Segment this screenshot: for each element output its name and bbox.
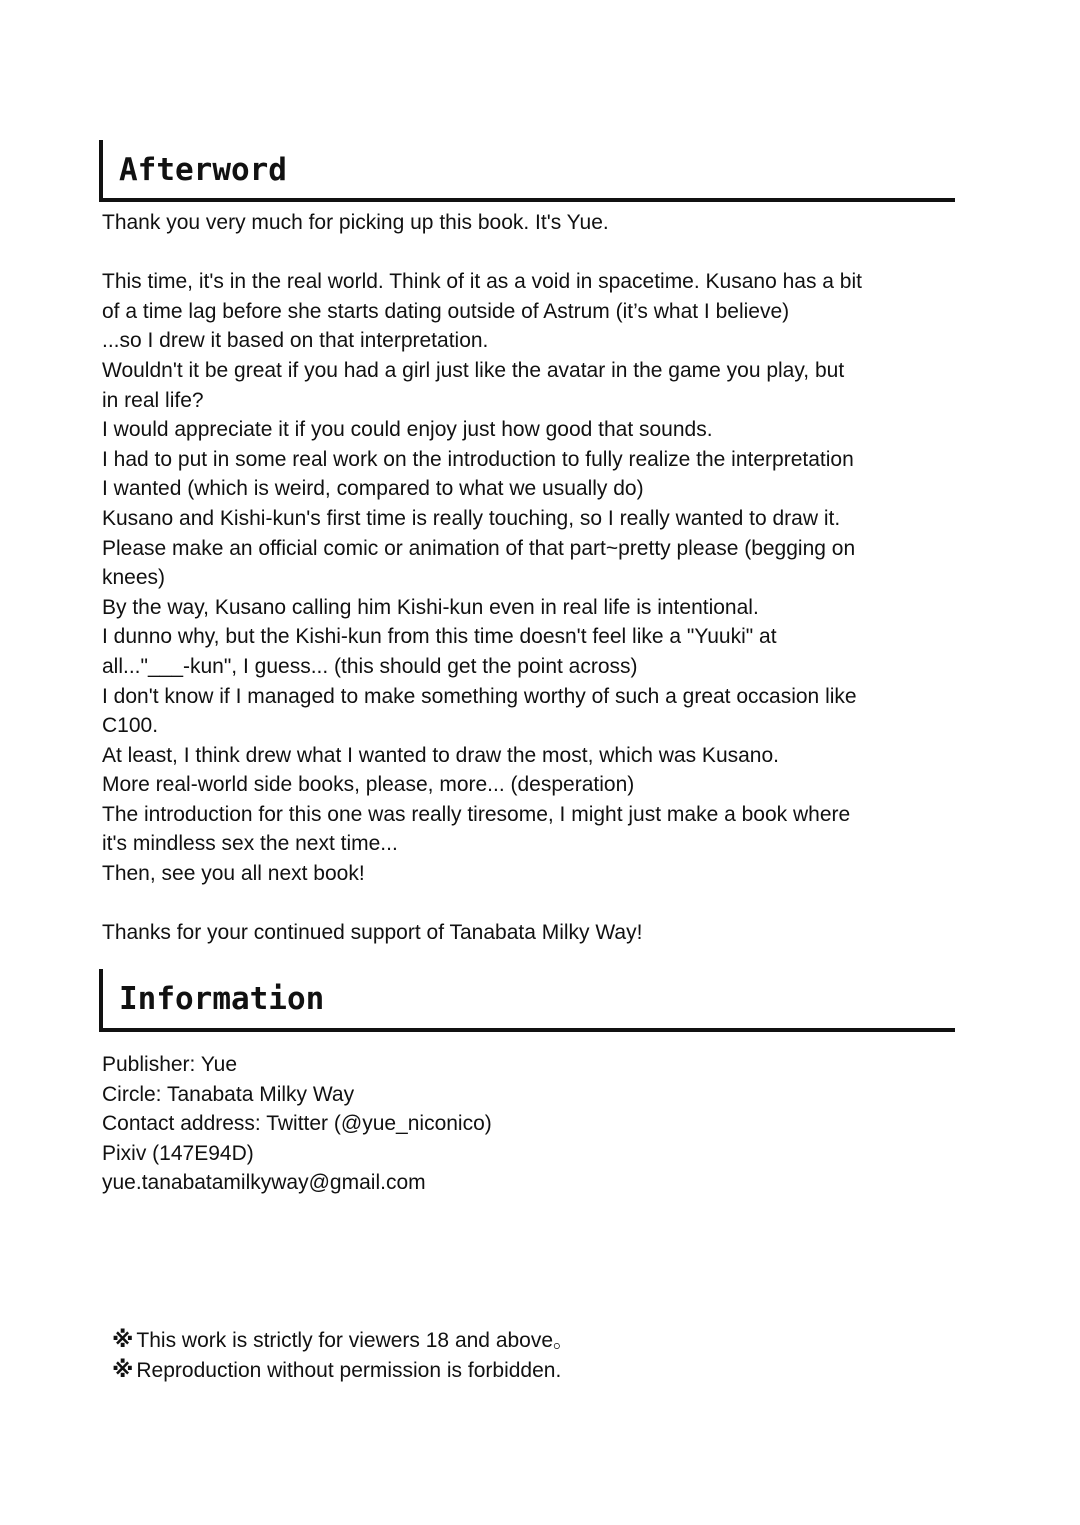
notice-item xyxy=(112,1355,574,1385)
reference-mark-icon: ※ xyxy=(112,1356,134,1382)
afterword-line: ...so I drew it based on that interpretation. xyxy=(102,329,489,353)
afterword-title: Afterword xyxy=(119,152,287,188)
afterword-line: The introduction for this one was really tiresome, I might just make a book where xyxy=(102,802,851,826)
afterword-line: This time, it's in the real world. Think of it as a void in spacetime. Kusano has a bit xyxy=(102,270,862,294)
notice-text: This work is strictly for viewers 18 and above。 xyxy=(136,1329,575,1352)
paragraph-gap xyxy=(102,889,982,919)
pixiv-line: Pixiv (147E94D) xyxy=(102,1141,254,1165)
afterword-line: I wanted (which is weird, compared to what we usually do) xyxy=(102,477,644,501)
circle-line: Circle: Tanabata Milky Way xyxy=(102,1082,355,1106)
afterword-line: At least, I think drew what I wanted to draw the most, which was Kusano. xyxy=(102,743,779,767)
afterword-line: I dunno why, but the Kishi-kun from this time doesn't feel like a "Yuuki" at xyxy=(102,625,777,649)
afterword-line: Wouldn't it be great if you had a girl just like the avatar in the game you play, but xyxy=(102,358,845,382)
afterword-body xyxy=(102,208,982,948)
publisher-line: Publisher: Yue xyxy=(102,1053,238,1076)
contact-line: Contact address: Twitter (@yue_niconico) xyxy=(102,1112,492,1136)
afterword-line: in real life? xyxy=(102,388,204,412)
afterword-line: I had to put in some real work on the introduction to fully realize the interpretation xyxy=(102,447,854,471)
afterword-line: Thank you very much for picking up this book. It's Yue. xyxy=(102,211,609,234)
afterword-line: it's mindless sex the next time... xyxy=(102,832,398,856)
afterword-line: all..."___-kun", I guess... (this should get the point across) xyxy=(102,654,638,678)
information-body xyxy=(102,1050,982,1198)
afterword-line: Then, see you all next book! xyxy=(102,862,365,886)
afterword-line: Thanks for your continued support of Tanabata Milky Way! xyxy=(102,921,643,945)
reference-mark-icon: ※ xyxy=(112,1327,134,1352)
paragraph-gap xyxy=(102,238,982,268)
afterword-line: Kusano and Kishi-kun's first time is really touching, so I really wanted to draw it. xyxy=(102,506,841,530)
afterword-line: knees) xyxy=(102,566,166,590)
afterword-line: More real-world side books, please, more... (desperation) xyxy=(102,773,635,797)
notices xyxy=(112,1325,574,1384)
afterword-line: I would appreciate it if you could enjoy just how good that sounds. xyxy=(102,418,713,442)
notice-text: Reproduction without permission is forbidden. xyxy=(136,1358,562,1382)
afterword-line: Please make an official comic or animation of that part~pretty please (begging on xyxy=(102,536,856,560)
email-line: yue.tanabatamilkyway@gmail.com xyxy=(102,1171,426,1195)
afterword-line: By the way, Kusano calling him Kishi-kun even in real life is intentional. xyxy=(102,595,759,619)
afterword-header xyxy=(99,140,955,202)
afterword-line: I don't know if I managed to make something worthy of such a great occasion like xyxy=(102,684,857,708)
afterword-line: of a time lag before she starts dating outside of Astrum (it’s what I believe) xyxy=(102,299,790,323)
afterword-line: C100. xyxy=(102,714,159,738)
information-title: Information xyxy=(119,981,325,1017)
information-header xyxy=(99,969,955,1032)
notice-item xyxy=(112,1325,574,1355)
